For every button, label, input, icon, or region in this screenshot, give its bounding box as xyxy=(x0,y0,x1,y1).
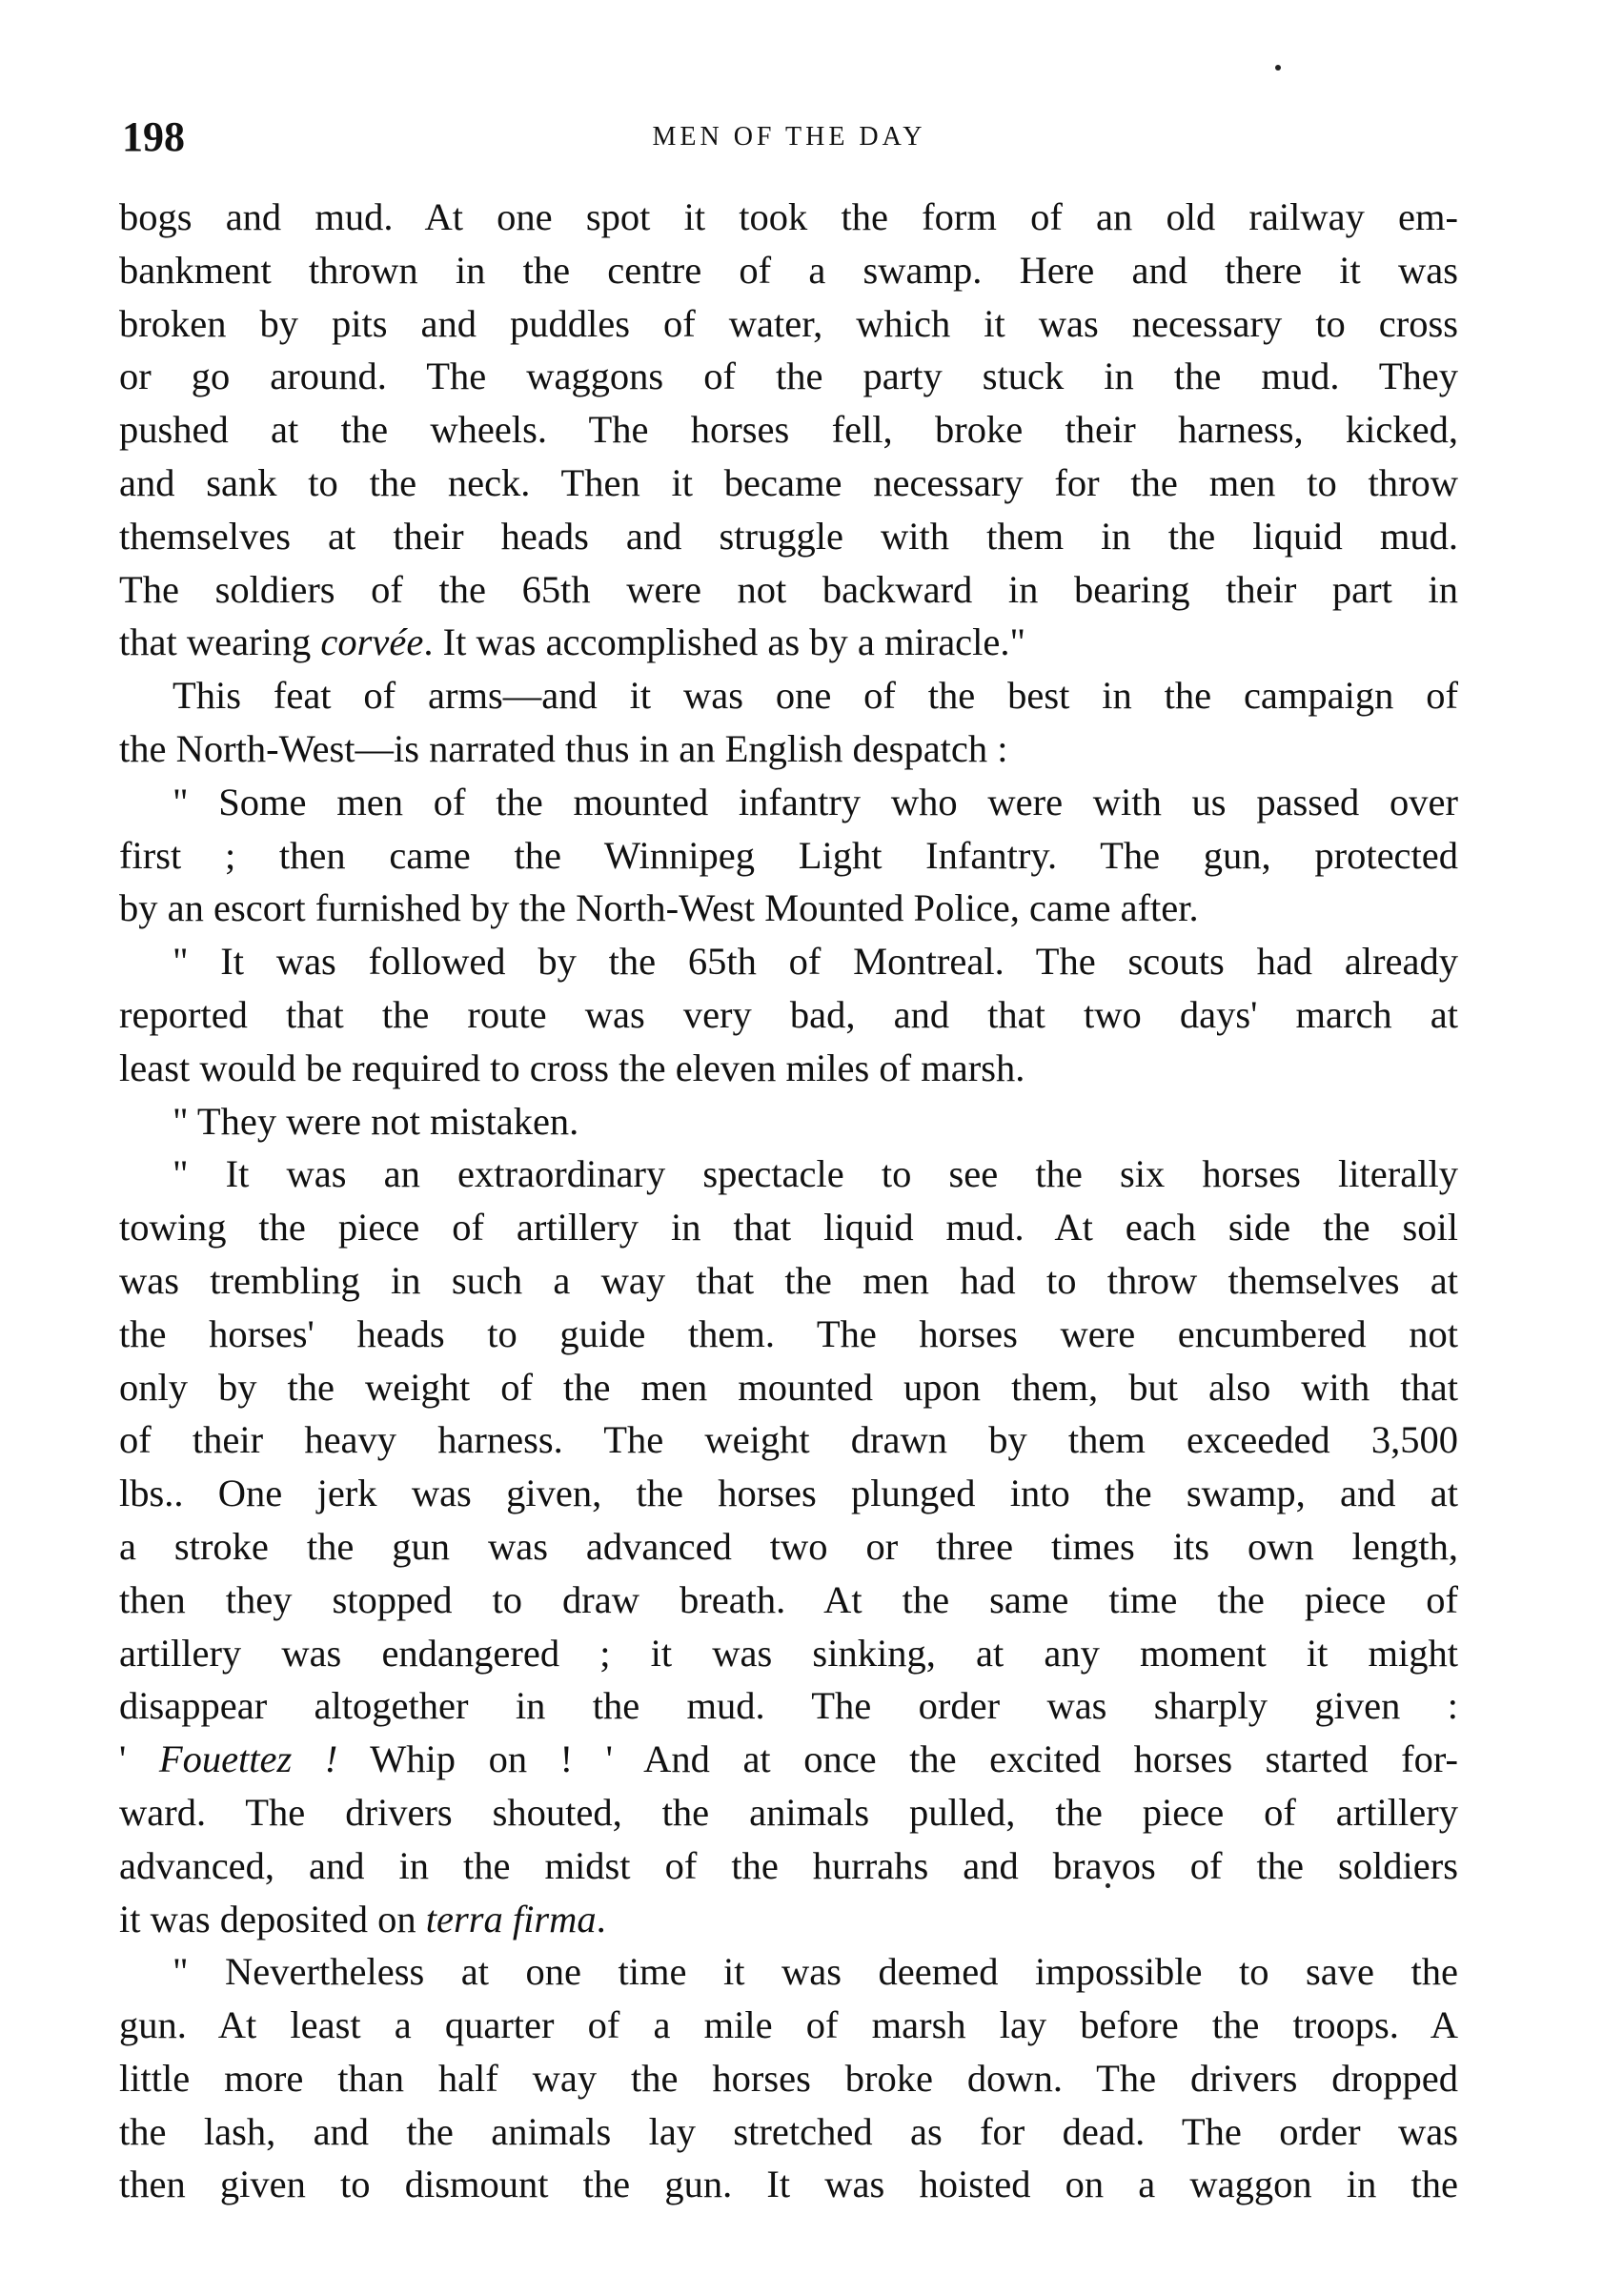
text-line: " Some men of the mounted infantry who were with us passed over xyxy=(172,780,1458,823)
text-line: gun. At least a quarter of a mile of marsh lay before the troops. A xyxy=(119,2003,1458,2047)
text-line: " Nevertheless at one time it was deemed impossible to save the xyxy=(172,1950,1458,1994)
text-line xyxy=(119,616,1458,669)
text-segment: that wearing xyxy=(119,620,321,664)
text-line: " They were not mistaken. xyxy=(172,1099,579,1143)
italic-phrase: corvée xyxy=(320,620,424,664)
text-line: or go around. The waggons of the party stuck in the mud. They xyxy=(119,355,1458,398)
text-segment: it was deposited on xyxy=(119,1897,426,1940)
text-line: of their heavy harness. The weight drawn by them exceeded 3,500 xyxy=(119,1418,1458,1462)
italic-phrase: Fouettez ! xyxy=(158,1737,338,1781)
text-line: first ; then came the Winnipeg Light Infantry. The gun, protected xyxy=(119,833,1458,877)
text-line: lbs.. One jerk was given, the horses plunged into the swamp, and at xyxy=(119,1472,1458,1515)
text-line xyxy=(119,1733,1458,1786)
text-line: only by the weight of the men mounted upon them, but also with that xyxy=(119,1365,1458,1409)
ink-speck xyxy=(1275,65,1281,71)
text-line: the horses' heads to guide them. The horses were encumbered not xyxy=(119,1311,1458,1355)
text-line: advanced, and in the midst of the hurrahs and bravos of the soldiers xyxy=(119,1843,1458,1887)
text-line: reported that the route was very bad, and that two days' march at xyxy=(119,992,1458,1036)
text-line xyxy=(119,1893,1458,1946)
text-line: little more than half way the horses broke down. The drivers dropped xyxy=(119,2056,1458,2100)
text-line: bogs and mud. At one spot it took the form of an old railway em- xyxy=(119,195,1458,238)
page-header xyxy=(122,112,1456,170)
text-line: the North-West—is narrated thus in an English despatch : xyxy=(119,726,1008,770)
text-line: ward. The drivers shouted, the animals pulled, the piece of artillery xyxy=(119,1790,1458,1834)
page-number: 198 xyxy=(122,113,185,160)
text-line: by an escort furnished by the North-West Mounted Police, came after. xyxy=(119,886,1199,930)
text-line: then given to dismount the gun. It was hoisted on a waggon in the xyxy=(119,2163,1458,2206)
body-text xyxy=(119,191,1458,2211)
running-head: MEN OF THE DAY xyxy=(652,122,926,152)
text-line: and sank to the neck. Then it became necessary for the men to throw xyxy=(119,460,1458,504)
text-line: themselves at their heads and struggle with them in the liquid mud. xyxy=(119,514,1458,558)
text-line: The soldiers of the 65th were not backward in bearing their part in xyxy=(119,567,1458,611)
text-line: broken by pits and puddles of water, which it was necessary to cross xyxy=(119,301,1458,345)
text-line: " It was an extraordinary spectacle to see the six horses literally xyxy=(172,1152,1458,1196)
text-line: This feat of arms—and it was one of the best in the campaign of xyxy=(172,674,1458,718)
text-line: then they stopped to draw breath. At the same time the piece of xyxy=(119,1577,1458,1621)
text-line: the lash, and the animals lay stretched as for dead. The order was xyxy=(119,2109,1458,2153)
text-line: least would be required to cross the eleven miles of marsh. xyxy=(119,1046,1025,1089)
text-line: bankment thrown in the centre of a swamp. Here and there it was xyxy=(119,248,1458,292)
text-segment: . xyxy=(596,1897,606,1940)
text-line: " It was followed by the 65th of Montreal. The scouts had already xyxy=(172,940,1458,984)
text-line: artillery was endangered ; it was sinking, at any moment it might xyxy=(119,1631,1458,1675)
text-line: a stroke the gun was advanced two or three times its own length, xyxy=(119,1524,1458,1568)
text-line: towing the piece of artillery in that liquid mud. At each side the soil xyxy=(119,1206,1458,1250)
italic-phrase: terra firma xyxy=(425,1897,597,1940)
text-line: pushed at the wheels. The horses fell, broke their harness, kicked, xyxy=(119,408,1458,452)
text-segment: . It was accomplished as by a miracle." xyxy=(423,620,1026,664)
text-line: was trembling in such a way that the men had to throw themselves at xyxy=(119,1258,1458,1302)
text-segment: ' xyxy=(119,1737,159,1781)
text-segment: Whip on ! ' And at once the excited horses started for- xyxy=(337,1737,1458,1781)
text-line: disappear altogether in the mud. The order was sharply given : xyxy=(119,1684,1458,1728)
